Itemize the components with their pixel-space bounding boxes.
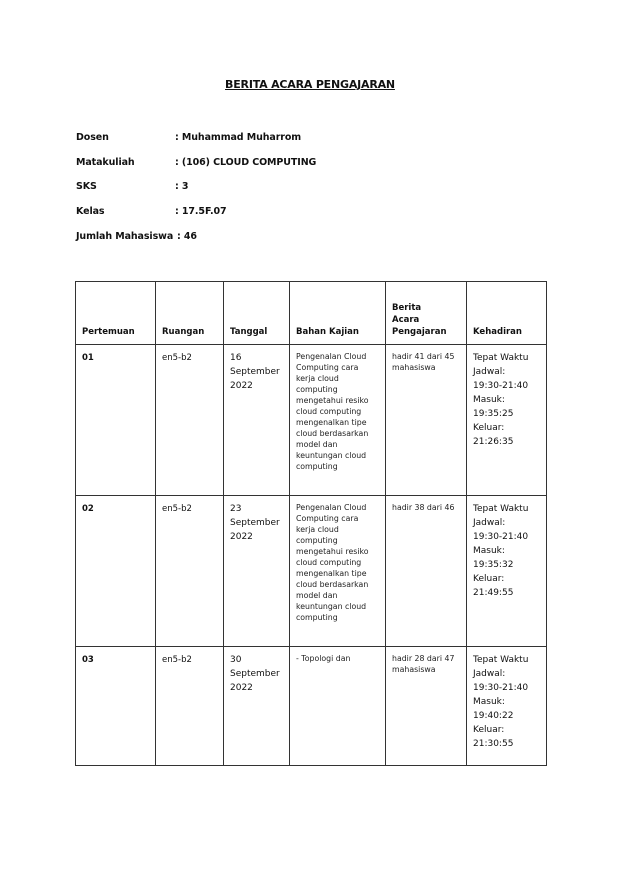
header-kehadiran: Kehadiran: [467, 282, 547, 345]
attendance-table: [75, 281, 547, 766]
cell-pertemuan: 02: [76, 496, 156, 647]
kelas-label: Kelas: [76, 206, 105, 217]
cell-ruangan: en5-b2: [156, 647, 224, 766]
cell-tanggal: 23 September 2022: [224, 496, 290, 647]
table-row: [76, 496, 547, 647]
jumlah-mahasiswa-value: : 46: [177, 231, 197, 242]
cell-ruangan: en5-b2: [156, 345, 224, 496]
cell-berita-acara: hadir 28 dari 47 mahasiswa: [386, 647, 467, 766]
cell-tanggal: 16 September 2022: [224, 345, 290, 496]
cell-pertemuan: 03: [76, 647, 156, 766]
jumlah-mahasiswa-label: Jumlah Mahasiswa: [76, 231, 174, 242]
document-title: BERITA ACARA PENGAJARAN: [225, 78, 395, 91]
header-ruangan: Ruangan: [156, 282, 224, 345]
cell-kehadiran: Tepat Waktu Jadwal: 19:30-21:40 Masuk: 19:35:32 Keluar: 21:49:55: [467, 496, 547, 647]
dosen-label: Dosen: [76, 132, 109, 143]
sks-label: SKS: [76, 181, 97, 192]
sks-value: : 3: [175, 181, 189, 192]
matakuliah-label: Matakuliah: [76, 157, 135, 168]
header-tanggal: Tanggal: [224, 282, 290, 345]
cell-bahan-kajian: - Topologi dan: [290, 647, 386, 766]
cell-ruangan: en5-b2: [156, 496, 224, 647]
cell-berita-acara: hadir 41 dari 45 mahasiswa: [386, 345, 467, 496]
header-berita-acara: Berita Acara Pengajaran: [386, 282, 467, 345]
header-bahan-kajian: Bahan Kajian: [290, 282, 386, 345]
table-row: [76, 345, 547, 496]
kelas-value: : 17.5F.07: [175, 206, 227, 217]
header-pertemuan: Pertemuan: [76, 282, 156, 345]
cell-tanggal: 30 September 2022: [224, 647, 290, 766]
cell-kehadiran: Tepat Waktu Jadwal: 19:30-21:40 Masuk: 19:40:22 Keluar: 21:30:55: [467, 647, 547, 766]
table-header-row: [76, 282, 547, 345]
dosen-value: : Muhammad Muharrom: [175, 132, 302, 143]
table-row: [76, 647, 547, 766]
cell-berita-acara: hadir 38 dari 46: [386, 496, 467, 647]
cell-kehadiran: Tepat Waktu Jadwal: 19:30-21:40 Masuk: 19:35:25 Keluar: 21:26:35: [467, 345, 547, 496]
matakuliah-value: : (106) CLOUD COMPUTING: [175, 157, 317, 168]
cell-bahan-kajian: Pengenalan Cloud Computing cara kerja cloud computing mengetahui resiko cloud computing mengenalkan tipe cloud berdasarkan model dan keuntungan cloud computing: [290, 496, 386, 647]
cell-bahan-kajian: Pengenalan Cloud Computing cara kerja cloud computing mengetahui resiko cloud computing mengenalkan tipe cloud berdasarkan model dan keuntungan cloud computing: [290, 345, 386, 496]
cell-pertemuan: 01: [76, 345, 156, 496]
